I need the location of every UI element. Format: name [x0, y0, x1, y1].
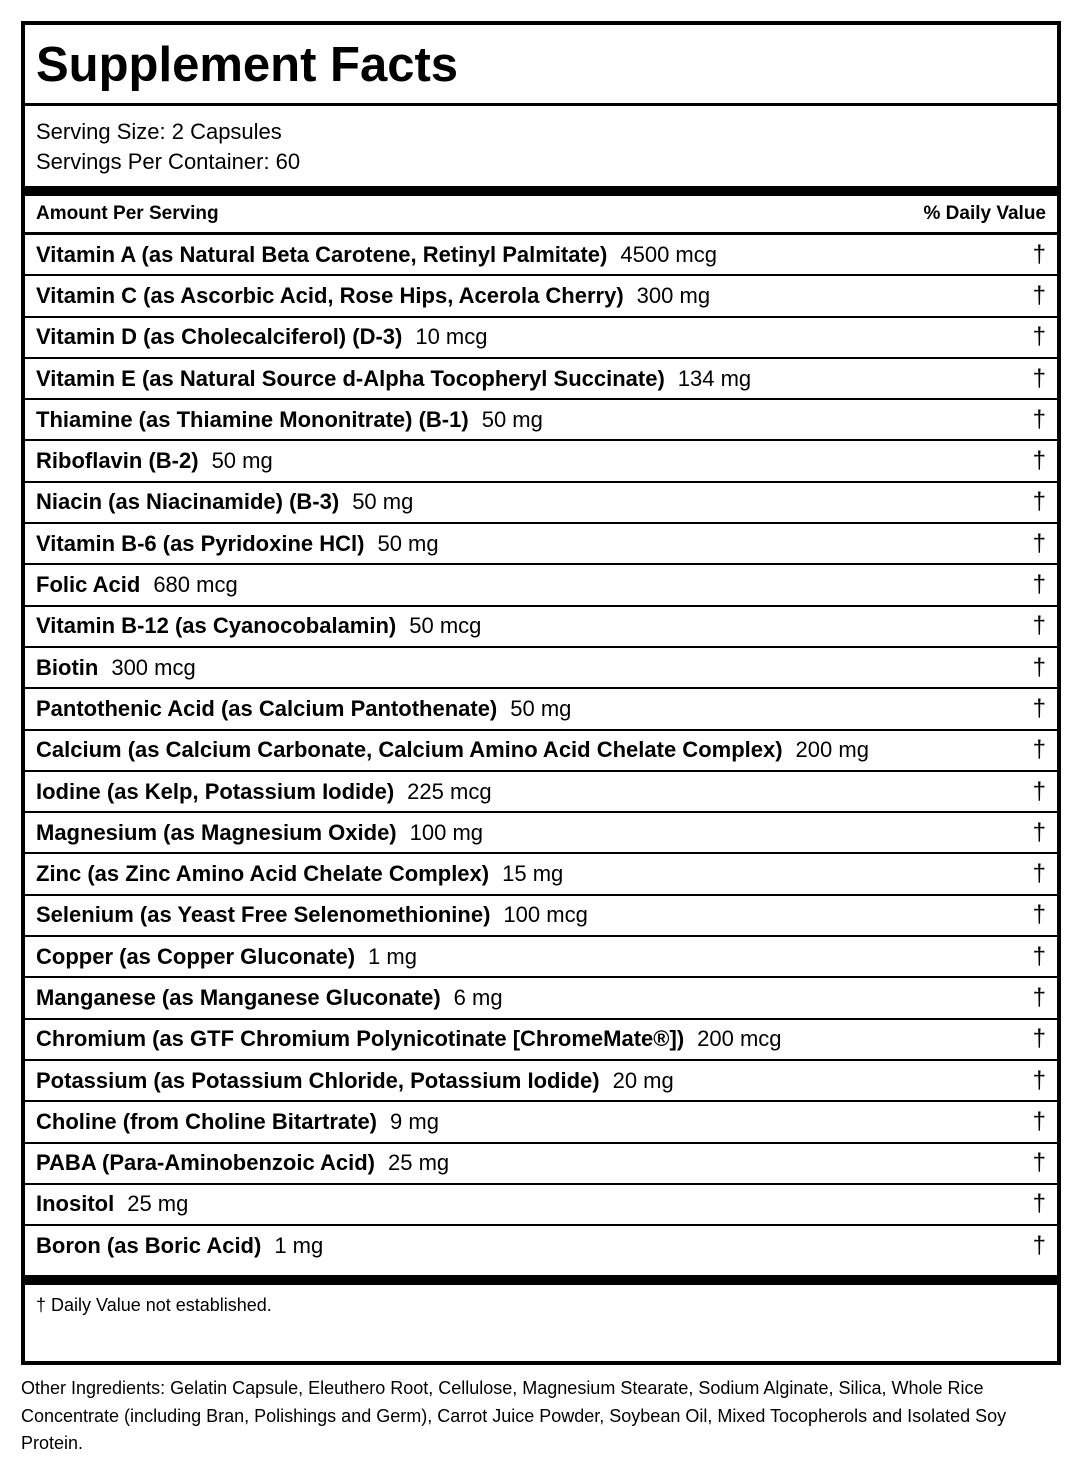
table-row	[25, 483, 1057, 524]
row-left	[36, 1068, 674, 1094]
row-left	[36, 902, 588, 928]
table-row	[25, 1061, 1057, 1102]
row-left	[36, 985, 503, 1011]
table-row	[25, 524, 1057, 565]
servings-per-container: Servings Per Container: 60	[36, 149, 301, 174]
nutrient-name: Niacin (as Niacinamide) (B-3)	[36, 489, 340, 515]
daily-value-dagger: †	[1032, 1149, 1046, 1177]
nutrient-name: Manganese (as Manganese Gluconate)	[36, 984, 441, 1010]
nutrient-amount: 300 mcg	[111, 654, 196, 680]
nutrient-amount: 100 mcg	[503, 902, 588, 928]
daily-value-dagger: †	[1032, 901, 1046, 929]
nutrient-amount: 1 mg	[274, 1232, 324, 1258]
nutrient-name: PABA (Para-Aminobenzoic Acid)	[36, 1150, 375, 1176]
row-left	[36, 655, 196, 681]
table-row	[25, 896, 1057, 937]
nutrient-amount: 6 mg	[453, 984, 503, 1010]
nutrient-amount: 9 mg	[390, 1108, 439, 1134]
nutrient-amount: 50 mg	[510, 695, 572, 721]
nutrient-name: Inositol	[36, 1191, 115, 1217]
row-left	[36, 1191, 188, 1217]
row-left	[36, 737, 869, 763]
table-row	[25, 689, 1057, 730]
daily-value-dagger: †	[1032, 1231, 1046, 1259]
nutrient-amount: 50 mg	[377, 530, 439, 556]
table-row	[25, 854, 1057, 895]
nutrient-amount: 50 mg	[481, 406, 543, 432]
table-row	[25, 937, 1057, 978]
daily-value-dagger: †	[1032, 653, 1046, 681]
nutrient-name: Vitamin C (as Ascorbic Acid, Rose Hips, Acerola Cherry)	[36, 282, 624, 308]
daily-value-dagger: †	[1032, 1107, 1046, 1135]
row-left	[36, 820, 483, 846]
nutrient-amount: 4500 mcg	[620, 241, 717, 267]
table-row	[25, 607, 1057, 648]
row-left	[36, 407, 543, 433]
table-row	[25, 813, 1057, 854]
nutrient-name: Vitamin D (as Cholecalciferol) (D-3)	[36, 324, 403, 350]
nutrient-amount: 300 mg	[636, 282, 711, 308]
daily-value-dagger: †	[1032, 818, 1046, 846]
daily-value-dagger: †	[1032, 323, 1046, 351]
row-left	[36, 779, 492, 805]
table-row	[25, 1020, 1057, 1061]
nutrient-amount: 20 mg	[612, 1067, 674, 1093]
other-ingredients: Other Ingredients: Gelatin Capsule, Eleuthero Root, Cellulose, Magnesium Stearate, Sodium Alginate, Silica, Whole Rice Concentrate (including Bran, Polishings and Germ), Carrot Juice Powder, Soybean Oil, Mixed Tocopherols and Isolated Soy Protein.	[21, 1378, 1007, 1453]
nutrient-amount: 15 mg	[502, 861, 564, 887]
row-left	[36, 1233, 323, 1259]
nutrient-amount: 25 mg	[388, 1150, 450, 1176]
supplement-facts-panel	[21, 21, 1061, 1365]
nutrient-name: Thiamine (as Thiamine Mononitrate) (B-1)	[36, 406, 469, 432]
table-row	[25, 772, 1057, 813]
table-row	[25, 1144, 1057, 1185]
daily-value-dagger: †	[1032, 529, 1046, 557]
table-row	[25, 565, 1057, 606]
daily-value-dagger: †	[1032, 405, 1046, 433]
daily-value-dagger: †	[1032, 281, 1046, 309]
table-row	[25, 276, 1057, 317]
row-left	[36, 283, 710, 309]
daily-value-dagger: †	[1032, 860, 1046, 888]
table-row	[25, 1102, 1057, 1143]
nutrient-name: Boron (as Boric Acid)	[36, 1232, 262, 1258]
nutrient-name: Calcium (as Calcium Carbonate, Calcium Amino Acid Chelate Complex)	[36, 737, 783, 763]
nutrient-name: Potassium (as Potassium Chloride, Potassium Iodide)	[36, 1067, 600, 1093]
nutrient-amount: 134 mg	[677, 365, 752, 391]
row-left	[36, 489, 413, 515]
table-header	[25, 196, 1057, 235]
daily-value-dagger: †	[1032, 571, 1046, 599]
nutrient-amount: 225 mcg	[407, 778, 492, 804]
row-left	[36, 242, 717, 268]
row-left	[36, 944, 417, 970]
daily-value-dagger: †	[1032, 1025, 1046, 1053]
daily-value-dagger: †	[1032, 942, 1046, 970]
nutrient-amount: 200 mcg	[697, 1026, 782, 1052]
nutrient-name: Copper (as Copper Gluconate)	[36, 943, 356, 969]
table-row	[25, 1185, 1057, 1226]
nutrient-amount: 100 mg	[409, 819, 484, 845]
daily-value-dagger: †	[1032, 1066, 1046, 1094]
nutrient-name: Folic Acid	[36, 572, 141, 598]
serving-size: Serving Size: 2 Capsules	[36, 119, 282, 144]
row-left	[36, 1109, 439, 1135]
nutrient-rows	[25, 235, 1057, 1265]
nutrient-amount: 10 mcg	[415, 324, 488, 350]
table-row	[25, 731, 1057, 772]
daily-value-dagger: †	[1032, 364, 1046, 392]
nutrient-name: Chromium (as GTF Chromium Polynicotinate [ChromeMate®])	[36, 1026, 685, 1052]
table-row	[25, 235, 1057, 276]
daily-value-dagger: †	[1032, 983, 1046, 1011]
nutrient-amount: 50 mg	[211, 448, 273, 474]
daily-value-dagger: †	[1032, 447, 1046, 475]
thick-divider	[25, 186, 1057, 196]
nutrient-name: Zinc (as Zinc Amino Acid Chelate Complex)	[36, 861, 490, 887]
daily-value-dagger: †	[1032, 488, 1046, 516]
nutrient-name: Biotin	[36, 654, 99, 680]
amount-per-serving-header: Amount Per Serving	[36, 203, 219, 224]
row-left	[36, 324, 488, 350]
nutrient-amount: 25 mg	[127, 1191, 189, 1217]
nutrient-name: Selenium (as Yeast Free Selenomethionine)	[36, 902, 491, 928]
nutrient-amount: 200 mg	[795, 737, 869, 763]
nutrient-amount: 50 mg	[352, 489, 414, 515]
row-left	[36, 572, 238, 598]
nutrient-name: Riboflavin (B-2)	[36, 448, 199, 474]
bottom-thick-divider	[25, 1275, 1057, 1285]
daily-value-dagger: †	[1032, 1190, 1046, 1218]
row-left	[36, 861, 563, 887]
table-row	[25, 1226, 1057, 1265]
row-left	[36, 696, 571, 722]
table-row	[25, 441, 1057, 482]
daily-value-dagger: †	[1032, 777, 1046, 805]
table-row	[25, 400, 1057, 441]
row-left	[36, 366, 751, 392]
nutrient-amount: 1 mg	[368, 943, 417, 969]
daily-value-dagger: †	[1032, 240, 1046, 268]
footnote: † Daily Value not established.	[36, 1295, 272, 1316]
row-left	[36, 1026, 782, 1052]
daily-value-header: % Daily Value	[923, 203, 1046, 224]
row-left	[36, 1150, 449, 1176]
serving-info	[25, 106, 1057, 186]
nutrient-name: Vitamin A (as Natural Beta Carotene, Retinyl Palmitate)	[36, 241, 608, 267]
daily-value-dagger: †	[1032, 694, 1046, 722]
nutrient-name: Vitamin E (as Natural Source d-Alpha Tocopheryl Succinate)	[36, 365, 665, 391]
nutrient-amount: 680 mcg	[153, 572, 238, 598]
nutrient-name: Vitamin B-12 (as Cyanocobalamin)	[36, 613, 397, 639]
table-row	[25, 648, 1057, 689]
daily-value-dagger: †	[1032, 736, 1046, 764]
row-left	[36, 613, 481, 639]
daily-value-dagger: †	[1032, 612, 1046, 640]
nutrient-name: Magnesium (as Magnesium Oxide)	[36, 819, 397, 845]
nutrient-name: Iodine (as Kelp, Potassium Iodide)	[36, 778, 395, 804]
table-row	[25, 978, 1057, 1019]
panel-title: Supplement Facts	[25, 25, 1057, 106]
table-row	[25, 359, 1057, 400]
nutrient-amount: 50 mcg	[409, 613, 482, 639]
row-left	[36, 531, 439, 557]
nutrient-name: Pantothenic Acid (as Calcium Pantothenate)	[36, 695, 498, 721]
nutrient-name: Choline (from Choline Bitartrate)	[36, 1108, 378, 1134]
table-row	[25, 318, 1057, 359]
row-left	[36, 448, 273, 474]
nutrient-name: Vitamin B-6 (as Pyridoxine HCl)	[36, 530, 365, 556]
